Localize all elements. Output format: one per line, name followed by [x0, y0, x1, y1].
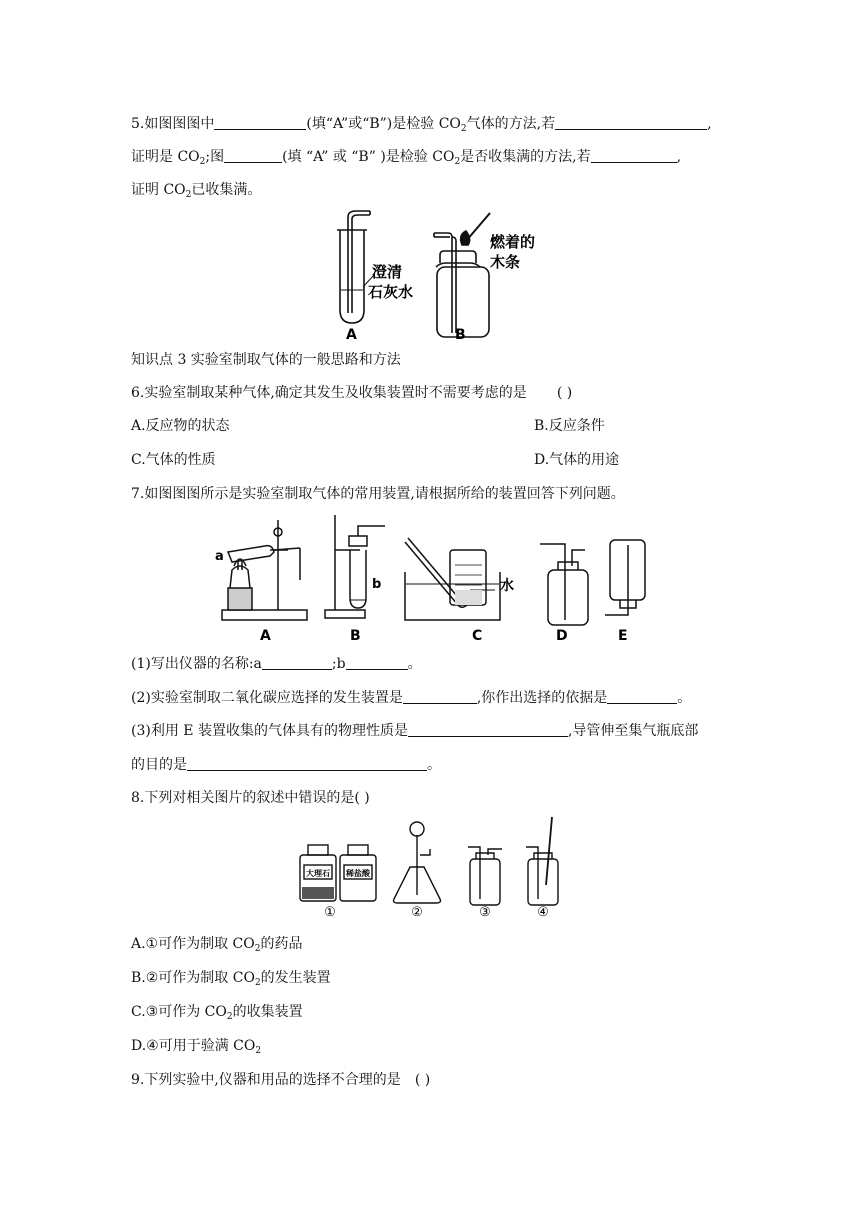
- q7-blank-b[interactable]: [346, 655, 408, 670]
- label-b-small: b: [372, 577, 382, 592]
- q7-text: ,你作出选择的依据是: [476, 690, 608, 706]
- label-device-b: B: [350, 628, 361, 644]
- label-device-c: C: [472, 628, 483, 644]
- q5-text: 是否收集满的方法,若: [460, 149, 591, 165]
- q9-stem: [131, 1070, 430, 1090]
- q7-blank-basis[interactable]: [607, 689, 677, 704]
- q7-text: (1)写出仪器的名称:a: [131, 656, 262, 672]
- label-device-a: A: [260, 628, 271, 644]
- label-a-small: a: [215, 549, 224, 564]
- q5-text: 证明是 CO: [131, 149, 200, 165]
- q5-figure: [300, 205, 560, 343]
- label-marble: 大理石: [306, 869, 330, 878]
- q6-option-a[interactable]: A.反应物的状态: [131, 418, 230, 434]
- label-4: ④: [537, 905, 549, 920]
- q5-text: 已收集满。: [191, 182, 262, 198]
- q8-text: 的发生装置: [260, 970, 331, 986]
- q5-text: 5.如图图图中: [131, 116, 215, 132]
- q8-option-d[interactable]: [131, 1036, 261, 1056]
- q7-blank-property[interactable]: [408, 722, 568, 737]
- q6-option-c[interactable]: C.气体的性质: [131, 452, 216, 468]
- q5-text: (填 “A” 或 “B” )是检验 CO: [282, 149, 455, 165]
- q8-text: B.②可作为制取 CO: [131, 970, 255, 986]
- q5-text: ;图: [205, 149, 225, 165]
- q5-text: ,: [676, 149, 682, 165]
- q5-text: 气体的方法,若: [466, 116, 556, 132]
- label-a: A: [346, 327, 357, 343]
- label-splint-1: 燃着的: [490, 233, 536, 251]
- q7-text: ;b: [331, 656, 346, 672]
- q7-blank-purpose[interactable]: [187, 756, 427, 771]
- q7-text: 。: [427, 757, 441, 773]
- label-b: B: [455, 327, 466, 343]
- q7-stem: 7.如图图图所示是实验室制取气体的常用装置,请根据所给的装置回答下列问题。: [131, 486, 625, 502]
- q8-option-b[interactable]: [131, 968, 331, 988]
- q5-text: 证明 CO: [131, 182, 186, 198]
- label-water: 水: [500, 578, 514, 594]
- label-device-e: E: [618, 628, 628, 644]
- q7-text: ,导管伸至集气瓶底部: [567, 723, 699, 739]
- q8-option-a[interactable]: [131, 934, 303, 954]
- label-acid: 稀盐酸: [346, 869, 370, 878]
- subscript: 2: [199, 157, 206, 167]
- q5-line-3: [131, 180, 261, 200]
- q6-stem: [131, 383, 572, 403]
- label-1: ①: [324, 905, 336, 920]
- q7-part-2: [131, 688, 691, 708]
- knowledge-point-3: 知识点 3 实验室制取气体的一般思路和方法: [131, 352, 401, 368]
- label-device-d: D: [556, 628, 568, 644]
- q8-text: A.①可作为制取 CO: [131, 936, 255, 952]
- q7-text: 的目的是: [131, 757, 187, 773]
- subscript: 2: [254, 978, 261, 988]
- q8-stem: 8.下列对相关图片的叙述中错误的是( ): [131, 790, 370, 806]
- q6-answer-paren[interactable]: ( ): [556, 385, 573, 401]
- q5-blank-4[interactable]: [591, 148, 677, 163]
- q5-text: (填“A”或“B”)是检验 CO: [306, 116, 461, 132]
- subscript: 2: [226, 1012, 233, 1022]
- q7-text: (3)利用 E 装置收集的气体具有的物理性质是: [131, 723, 408, 739]
- label-limewater-1: 澄清: [372, 263, 403, 281]
- q5-text: ,: [707, 116, 712, 132]
- q7-part-3: [131, 721, 698, 741]
- q7-figure: [210, 510, 660, 645]
- q8-option-c[interactable]: [131, 1002, 303, 1022]
- q7-text: (2)实验室制取二氧化碳应选择的发生装置是: [131, 690, 403, 706]
- q6-options-row-1: [131, 416, 605, 436]
- q8-figure: [290, 815, 580, 920]
- q7-blank-a[interactable]: [262, 655, 332, 670]
- q8-text: 的药品: [260, 936, 303, 952]
- label-splint-2: 木条: [490, 253, 521, 271]
- q9-text: 9.下列实验中,仪器和用品的选择不合理的是: [131, 1072, 401, 1088]
- q6-options-row-2: [131, 450, 620, 470]
- subscript: 2: [454, 157, 461, 167]
- q5-blank-3[interactable]: [224, 148, 282, 163]
- q7-text: 。: [407, 656, 422, 672]
- q8-text: 的收集装置: [232, 1004, 303, 1020]
- q7-part-3-cont: [131, 755, 441, 775]
- q7-text: 。: [677, 690, 692, 706]
- label-2: ②: [411, 905, 423, 920]
- subscript: 2: [460, 124, 467, 134]
- q7-part-1: [131, 654, 422, 674]
- q6-option-b[interactable]: B.反应条件: [534, 418, 605, 434]
- q8-text: C.③可作为 CO: [131, 1004, 227, 1020]
- q5-blank-2[interactable]: [555, 115, 707, 130]
- subscript: 2: [255, 1046, 262, 1056]
- label-3: ③: [479, 905, 491, 920]
- q6-option-d[interactable]: D.气体的用途: [534, 452, 620, 468]
- q5-blank-1[interactable]: [214, 115, 306, 130]
- q7-blank-device[interactable]: [403, 689, 477, 704]
- q6-text: 6.实验室制取某种气体,确定其发生及收集装置时不需要考虑的是: [131, 385, 527, 401]
- label-limewater-2: 石灰水: [368, 283, 414, 301]
- subscript: 2: [254, 944, 261, 954]
- q8-text: D.④可用于验满 CO: [131, 1038, 256, 1054]
- q5-line-1: [131, 114, 712, 134]
- subscript: 2: [185, 190, 192, 200]
- q5-line-2: [131, 147, 681, 167]
- q9-answer-paren[interactable]: ( ): [414, 1072, 431, 1088]
